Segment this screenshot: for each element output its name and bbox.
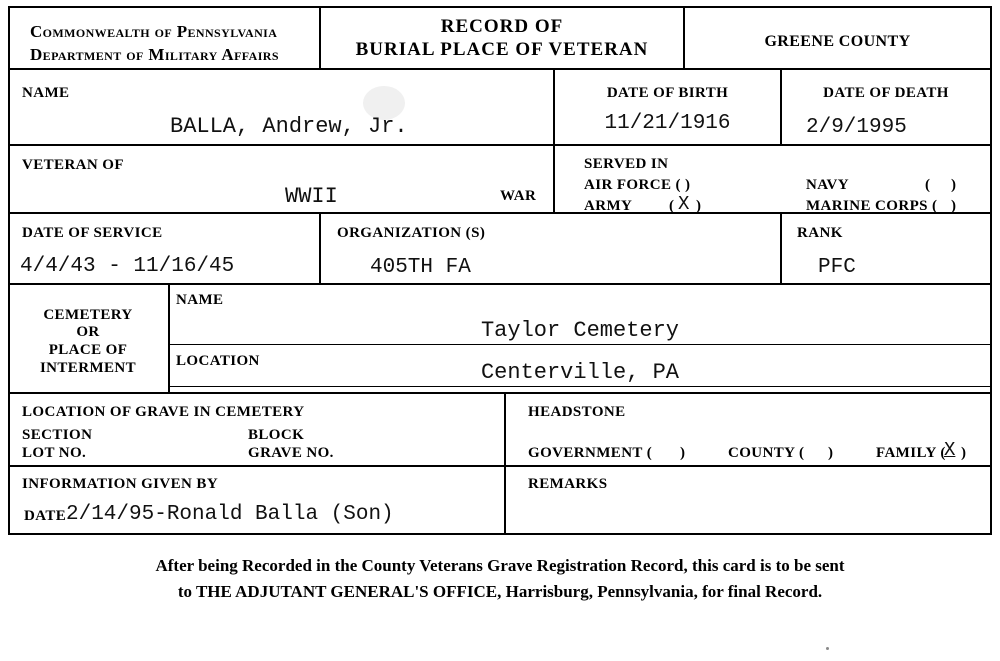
date-of-death-value: 2/9/1995 bbox=[806, 116, 907, 139]
section-label: SECTION bbox=[22, 427, 93, 443]
cemetery-location-value: Centerville, PA bbox=[480, 360, 680, 385]
headstone-family-close-paren: ) bbox=[961, 445, 967, 461]
border-left bbox=[8, 6, 10, 533]
headstone-county-label: COUNTY ( bbox=[728, 445, 805, 461]
county-label: GREENE COUNTY bbox=[764, 33, 911, 50]
served-in-label: SERVED IN bbox=[584, 156, 669, 172]
army-checkbox-mark: X bbox=[678, 193, 690, 215]
paper-speck bbox=[826, 647, 829, 650]
date-of-birth-value: 11/21/1916 bbox=[604, 112, 731, 135]
navy-close-paren: ) bbox=[951, 177, 957, 193]
rule-below-header bbox=[8, 68, 992, 70]
cemetery-location-label: LOCATION bbox=[176, 353, 260, 369]
footer-adjutant-general-office: THE ADJUTANT GENERAL'S OFFICE bbox=[195, 582, 498, 601]
service-row-divider-rank bbox=[780, 212, 782, 283]
headstone-county-close-paren: ) bbox=[828, 445, 834, 461]
grave-no-label: GRAVE NO. bbox=[248, 445, 334, 461]
headstone-family-label: FAMILY ( bbox=[876, 445, 946, 461]
information-given-by-label: INFORMATION GIVEN BY bbox=[22, 476, 219, 492]
date-of-birth-label: DATE OF BIRTH bbox=[606, 85, 729, 101]
cemetery-name-writing-line bbox=[168, 344, 992, 345]
cemetery-name-label: NAME bbox=[176, 292, 224, 308]
army-open-paren: ( bbox=[669, 198, 675, 214]
header-agency-line2: Department of Military Affairs bbox=[30, 45, 279, 64]
date-of-service-label: DATE OF SERVICE bbox=[22, 225, 163, 241]
rule-below-info-row bbox=[8, 533, 992, 535]
war-label: WAR bbox=[500, 188, 537, 204]
date-given-value: 2/14/95-Ronald Balla (Son) bbox=[66, 503, 394, 526]
navy-label: NAVY bbox=[806, 177, 849, 193]
rule-below-service-row bbox=[8, 283, 992, 285]
war-value: WWII bbox=[285, 184, 338, 209]
headstone-government-label: GOVERNMENT ( bbox=[528, 445, 653, 461]
record-title-line1: RECORD OF bbox=[440, 16, 564, 37]
cemetery-location-writing-line bbox=[168, 386, 992, 387]
navy-open-paren: ( bbox=[925, 177, 931, 193]
rank-label: RANK bbox=[797, 225, 843, 241]
rule-below-grave-row bbox=[8, 465, 992, 467]
air-force-close-paren: ) bbox=[685, 177, 691, 193]
grave-row-divider bbox=[504, 392, 506, 465]
date-of-death-label: DATE OF DEATH bbox=[823, 85, 949, 101]
lot-no-label: LOT NO. bbox=[22, 445, 87, 461]
cemetery-name-value: Taylor Cemetery bbox=[480, 318, 680, 343]
footer-line2-suffix: , Harrisburg, Pennsylvania, for final Record. bbox=[497, 582, 823, 601]
rule-below-cemetery-row bbox=[8, 392, 992, 394]
cemetery-side-label-line2: OR bbox=[76, 324, 100, 340]
name-row-divider-dod bbox=[780, 68, 782, 144]
headstone-family-mark: X bbox=[944, 439, 956, 461]
veteran-row-divider bbox=[553, 144, 555, 212]
burial-record-card bbox=[8, 6, 992, 606]
army-label: ARMY bbox=[584, 198, 633, 214]
cemetery-side-label-line3: PLACE OF bbox=[48, 342, 128, 358]
remarks-label: REMARKS bbox=[528, 476, 608, 492]
record-title-line2: BURIAL PLACE OF VETERAN bbox=[355, 39, 649, 60]
organization-value: 405TH FA bbox=[370, 256, 471, 279]
headstone-label: HEADSTONE bbox=[528, 404, 626, 420]
veteran-of-label: VETERAN OF bbox=[22, 157, 124, 173]
marine-corps-close-paren: ) bbox=[951, 198, 957, 214]
cemetery-side-label-line4: INTERMENT bbox=[39, 360, 137, 376]
date-given-label: DATE bbox=[24, 508, 67, 524]
rule-below-name-row bbox=[8, 144, 992, 146]
rank-value: PFC bbox=[818, 256, 856, 279]
block-label: BLOCK bbox=[248, 427, 305, 443]
headstone-government-close-paren: ) bbox=[680, 445, 686, 461]
location-of-grave-label: LOCATION OF GRAVE IN CEMETERY bbox=[22, 404, 305, 420]
organization-label: ORGANIZATION (S) bbox=[337, 225, 486, 241]
air-force-label: AIR FORCE ( bbox=[584, 177, 681, 193]
header-agency-line1: Commonwealth of Pennsylvania bbox=[30, 22, 278, 41]
info-row-divider bbox=[504, 465, 506, 533]
name-value: BALLA, Andrew, Jr. bbox=[170, 114, 408, 139]
name-label: NAME bbox=[22, 85, 70, 101]
service-row-divider-org bbox=[319, 212, 321, 283]
footer-line-1: After being Recorded in the County Veterans Grave Registration Record, this card is to be sent bbox=[155, 556, 845, 575]
army-close-paren: ) bbox=[696, 198, 702, 214]
border-top bbox=[8, 6, 992, 8]
footer-line2-prefix: to bbox=[177, 582, 196, 601]
date-of-service-value: 4/4/43 - 11/16/45 bbox=[20, 255, 235, 278]
border-right bbox=[990, 6, 992, 533]
cemetery-side-label-line1: CEMETERY bbox=[43, 307, 133, 323]
marine-corps-label: MARINE CORPS ( bbox=[806, 198, 938, 214]
footer-line-2 bbox=[8, 579, 992, 605]
